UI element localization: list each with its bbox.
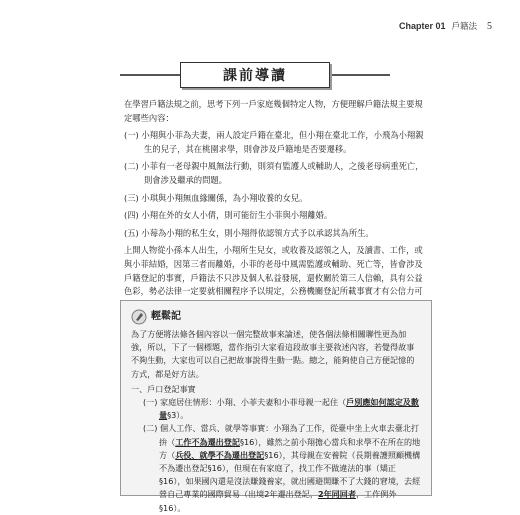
section-banner: [140, 62, 370, 88]
note-subitem-b-emphasis: 2年同回者: [317, 489, 356, 500]
main-content: [124, 98, 424, 316]
banner-title: 課前導讀: [180, 62, 330, 88]
note-subitem-b-emphasis: 工作不為遷出登記: [175, 436, 240, 447]
note-subitem-b-text: §16），雖然之前小翔擔心當兵和求學不在所在的地方（: [159, 436, 421, 460]
note-title: 輕鬆記: [151, 311, 181, 323]
note-text: 為了方便將法條各個內容以一個完整故事來論述，使各個法條相關聯性更為加強，所以，下了一個標題，當作指引大家看這段故事主要敘述內容，若覺得故事不夠生動，大家也可以自己把故事說得生動一點。總之，能夠使自己方便記憶的方式，都是好方法。: [131, 329, 415, 379]
page-header: [399, 20, 492, 32]
note-section-heading: 一、戶口登記事實: [131, 383, 196, 394]
list-item: (四) 小翔在外的女人小倩，則可能衍生小菲與小翔離婚。: [124, 210, 333, 221]
list-item: (二) 小菲有一老母親中風無法行動，則須有監護人或輔助人，之後老母病重死亡，則會涉及繼承的問題。: [124, 161, 424, 185]
banner-rule-left: [120, 74, 180, 76]
note-box: [120, 300, 432, 513]
note-subitem-b-text: §16），其母親在安養院（長期養護照顧機構不為遷出登記§16），但現在有家庭了，找工作不做違法的事（矯正§16），如果國內還是沒法賺錢養家，就出國避開賺不了大錢的窘境，去經營自己專業的國際貿易（出境2年遷出登記，: [159, 449, 421, 500]
note-subitem-b-emphasis: 兵役、就學不為遷出登記: [175, 449, 265, 460]
summary-paragraph: 上開人物從小孫本人出生，小翔所生兒女，或收養及認領之人，及讀書、工作，或與小菲結婚，因第三者而離婚，小菲的老母中風需監護或輔助、死亡等，皆會涉及戶籍登記的事實，戶籍法不只涉及個人私益發展，還攸關於第三人信賴，具有公益色彩，勢必法律一定要就相關程序予以規定，公務機關登記所載事實才有公信力可: [124, 245, 423, 297]
chapter-label: Chapter 01: [398, 21, 446, 31]
note-subitem-a-tail: §3）。: [167, 410, 189, 421]
intro-paragraph: 在學習戶籍法規之前，思考下列一戶家庭幾個特定人物，方便理解戶籍法規主要規定哪些內容：: [124, 99, 423, 123]
pen-icon: [131, 309, 147, 325]
note-header: [131, 309, 421, 325]
page-number: 5: [487, 21, 492, 32]
note-subitem-a-text: (一) 家庭居住情形：小翔、小菲夫妻和小菲母親一起住（: [143, 397, 347, 408]
banner-rule-right: [330, 74, 390, 76]
list-item: (三) 小琪與小翔無血緣關係，為小翔收養的女兒。: [124, 192, 308, 203]
note-subitem-a-emphasis: 戶別應如何認定及數量: [159, 397, 419, 421]
note-subitem-b-tail: ，工作例外§16）。: [159, 489, 397, 513]
note-subitem-b-text: (二) 個人工作、當兵、就學等事實：小翔為了工作，從臺中坐上火車去臺北打拚（: [143, 423, 419, 447]
section-label: 戶籍法: [451, 22, 477, 32]
list-item: (一) 小翔與小菲為夫妻，兩人設定戶籍在臺北，但小翔在臺北工作，小飛為小翔親生的兒子，其在桃園求學，則會涉及戶籍地是否要遷移。: [124, 130, 424, 154]
note-subitem-a: [131, 396, 421, 422]
note-subitem-b: [131, 422, 421, 514]
list-item: (五) 小莓為小翔的私生女，則小翔得依認領方式予以承認其為所生。: [124, 227, 374, 238]
